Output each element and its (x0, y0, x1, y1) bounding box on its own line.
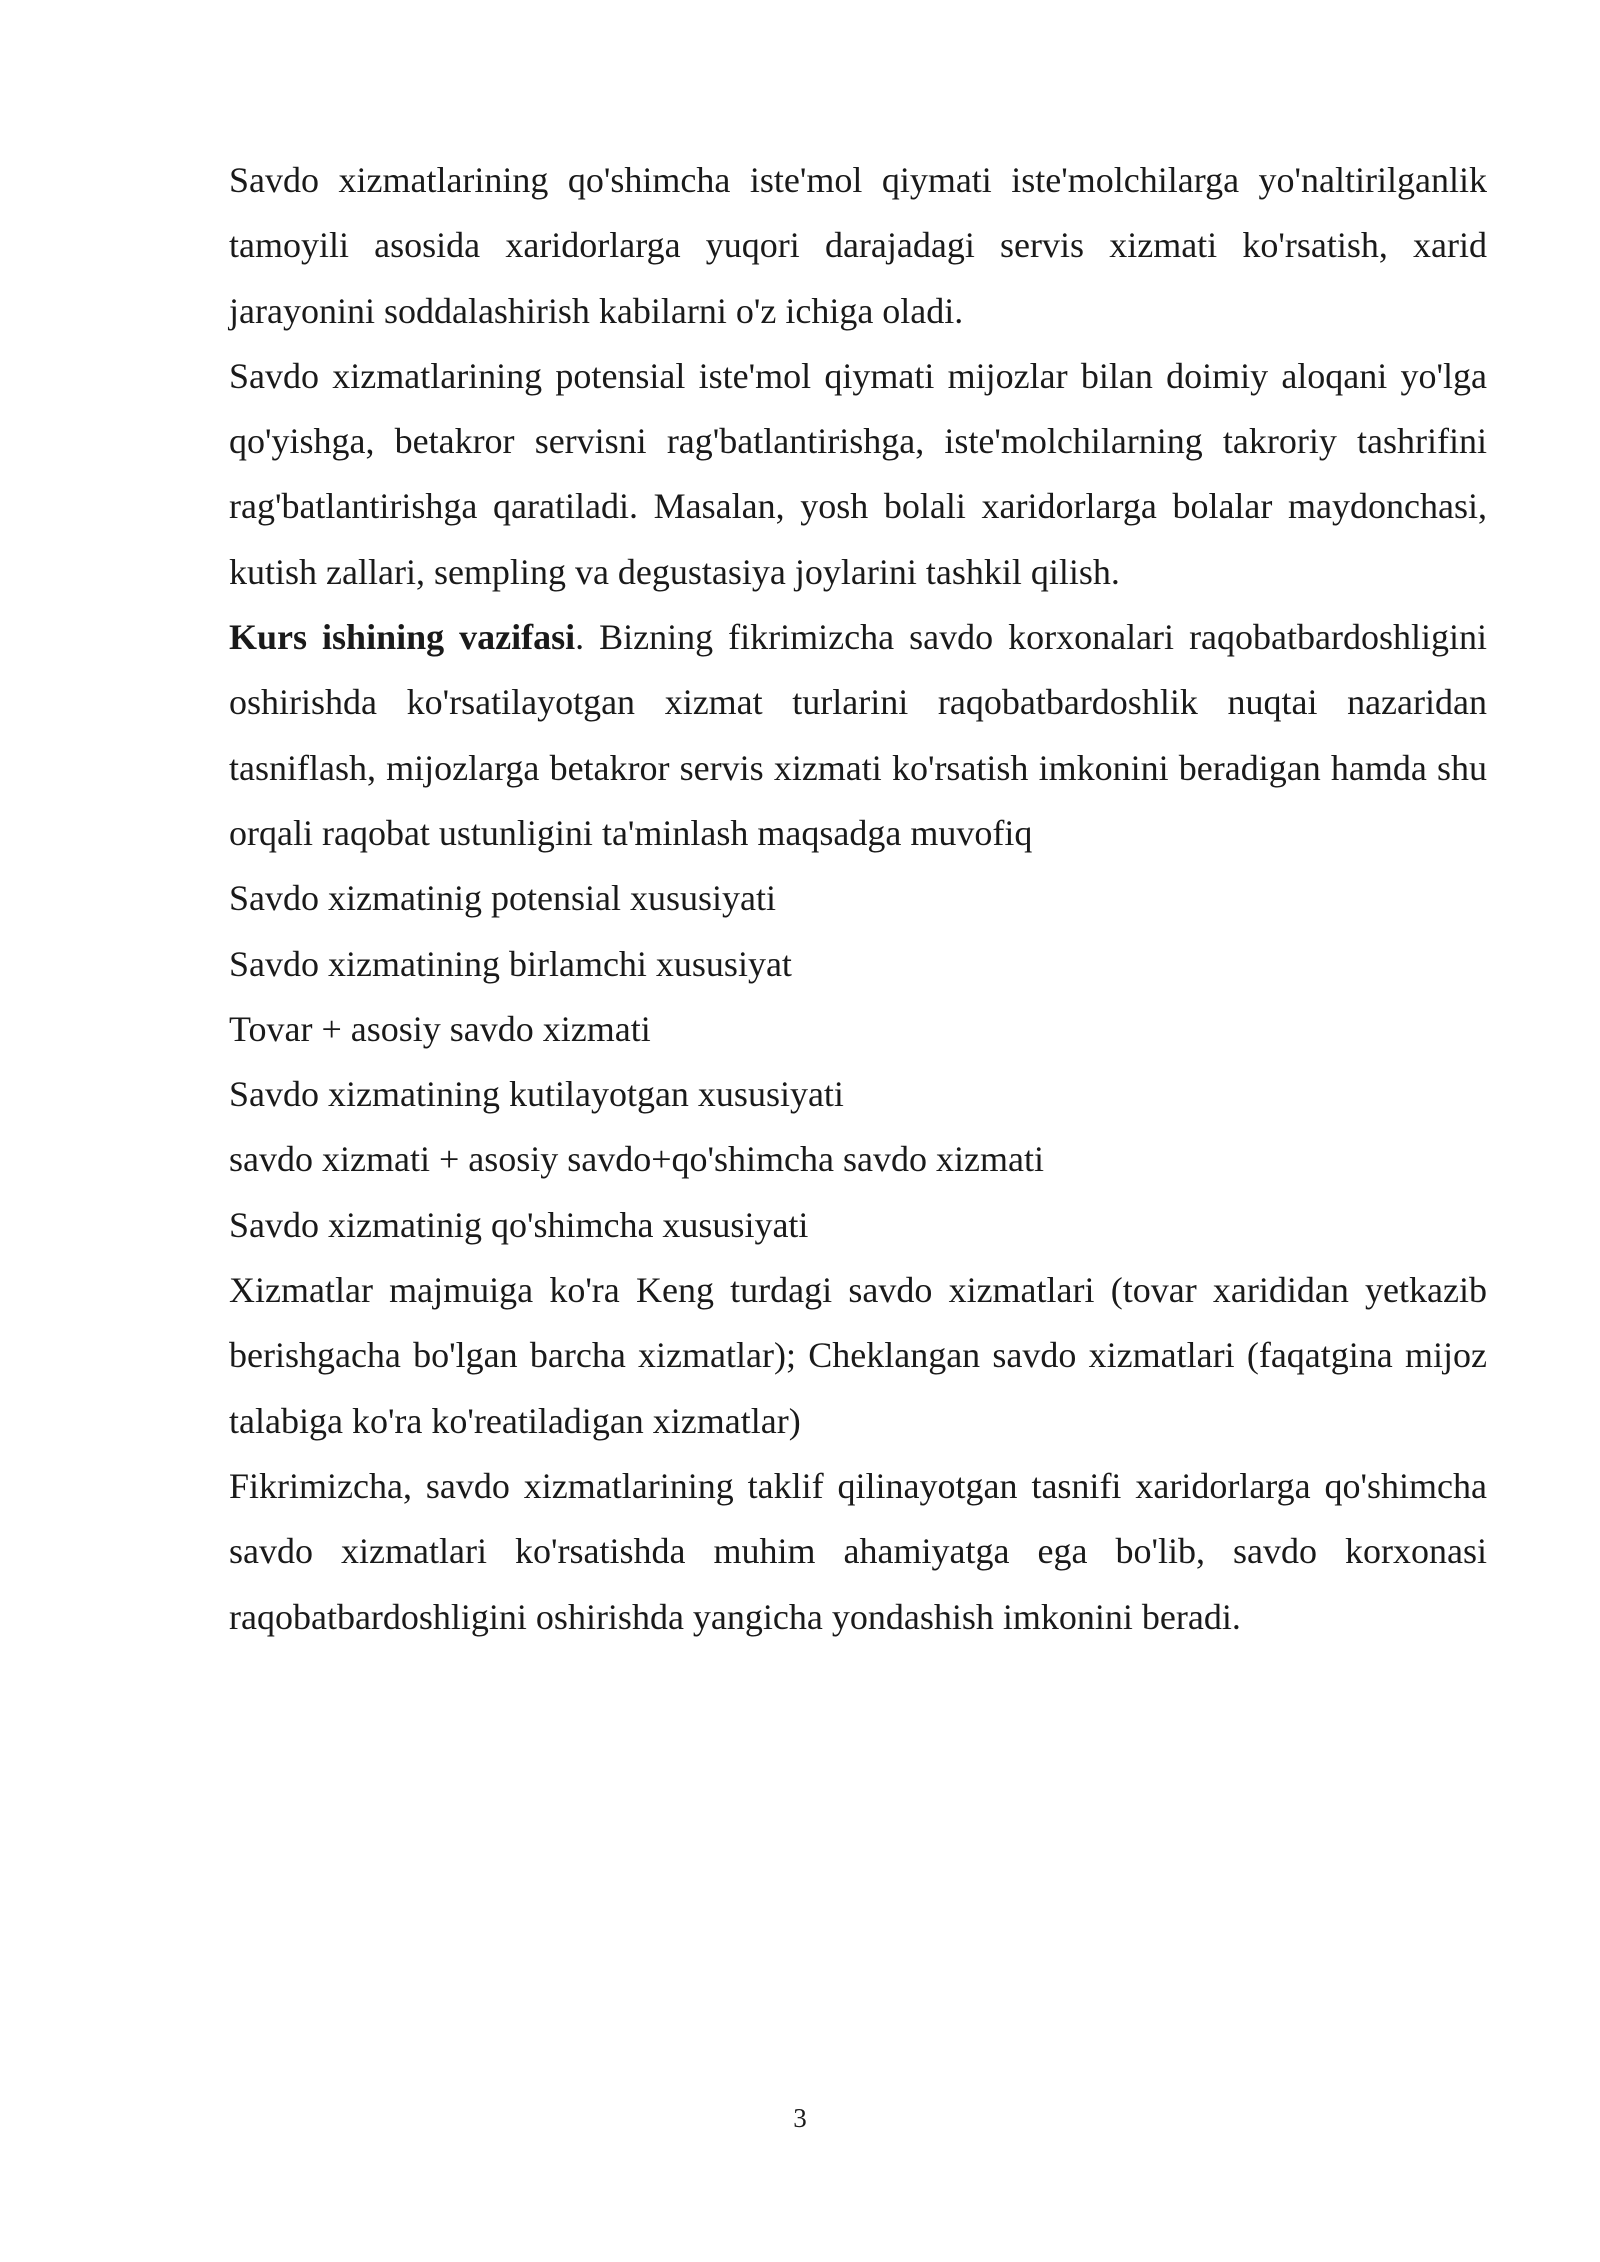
document-body (229, 148, 1487, 1650)
course-task-heading: Kurs ishining vazifasi (229, 617, 576, 658)
course-task-period: . (575, 617, 585, 658)
line-expected-feature: Savdo xizmatining kutilayotgan xususiyati (229, 1074, 844, 1115)
page-number: 3 (793, 2103, 807, 2133)
course-task-text: Bizning fikrimizcha savdo korxonalari raqobatbardoshligini oshirishda ko'rsatilayotgan xizmat turlarini raqobatbardoshlik nuqtai nazaridan tasniflash, mijozlarga betakror servis xizmati ko'rsatish imkonini beradigan hamda shu orqali raqobat ustunligini ta'minlash maqsadga muvofiq (229, 617, 1487, 853)
line-service-formula: savdo xizmati + asosiy savdo+qo'shimcha savdo xizmati (229, 1139, 1044, 1180)
paragraph-potential-value: Savdo xizmatlarining potensial iste'mol qiymati mijozlar bilan doimiy aloqani yo'lga qo'yishga, betakror servisni rag'batlantirishga, iste'molchilarning takroriy tashrifini rag'batlantirishga qaratiladi. Masalan, yosh bolali xaridorlarga bolalar maydonchasi, kutish zallari, sempling va degustasiya joylarini tashkil qilish. (229, 355, 1487, 592)
line-product-plus-basic: Tovar + asosiy savdo xizmati (229, 1008, 651, 1049)
paragraph-conclusion: Fikrimizcha, savdo xizmatlarining taklif qilinayotgan tasnifi xaridorlarga qo'shimcha savdo xizmatlari ko'rsatishda muhim ahamiyatga ega bo'lib, savdo korxonasi raqobatbardoshligini oshirishda yangicha yondashish imkonini beradi. (229, 1465, 1487, 1637)
paragraph-course-task (229, 605, 1487, 866)
paragraph-service-scope: Xizmatlar majmuiga ko'ra Keng turdagi savdo xizmatlari (tovar xarididan yetkazib berishgacha bo'lgan barcha xizmatlar); Cheklangan savdo xizmatlari (faqatgina mijoz talabiga ko'ra ko'reatiladigan xizmatlar) (229, 1270, 1487, 1441)
paragraph-additional-value: Savdo xizmatlarining qo'shimcha iste'mol qiymati iste'molchilarga yo'naltirilganlik tamoyili asosida xaridorlarga yuqori darajadagi servis xizmati ko'rsatish, xarid jarayonini soddalashirish kabilarni o'z ichiga oladi. (229, 160, 1487, 331)
line-additional-feature: Savdo xizmatinig qo'shimcha xususiyati (229, 1204, 809, 1245)
line-potential-feature: Savdo xizmatinig potensial xususiyati (229, 878, 776, 919)
line-primary-feature: Savdo xizmatining birlamchi xususiyat (229, 943, 792, 984)
